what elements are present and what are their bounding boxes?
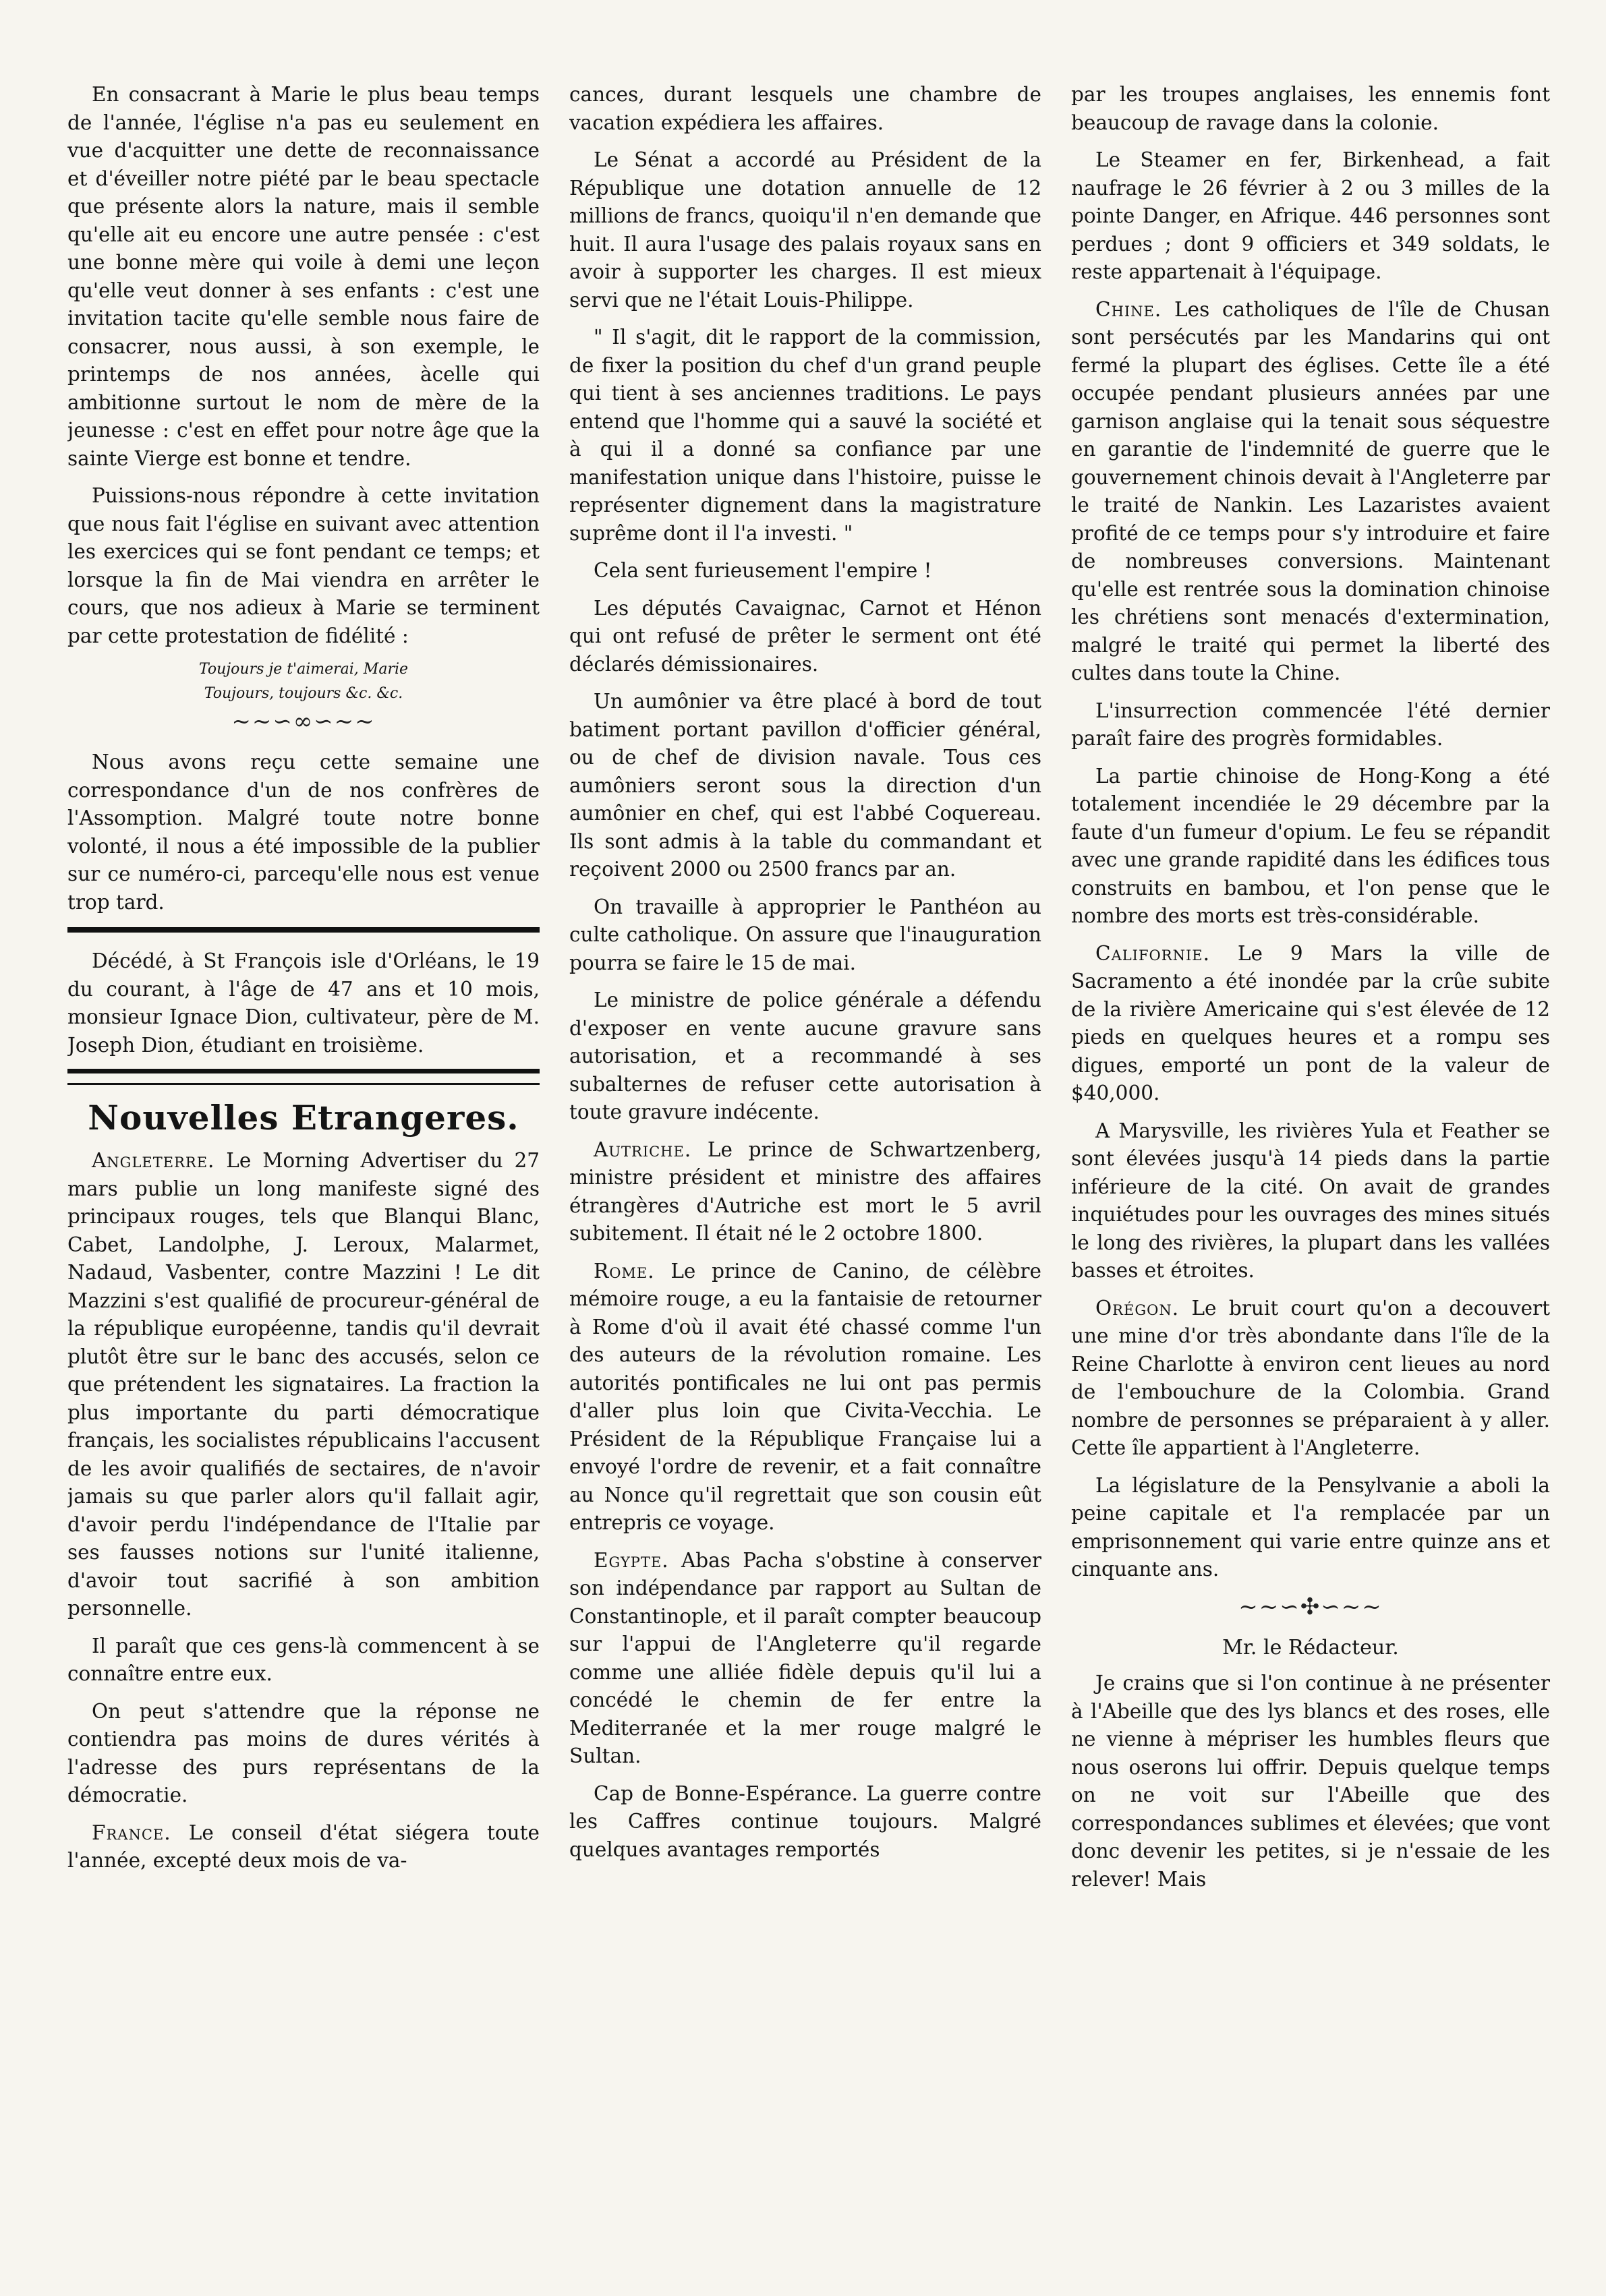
paragraph: Cela sent furieusement l'empire ! xyxy=(594,559,932,582)
paragraph: En consacrant à Marie le plus beau temps de l'année, l'église n'a pas eu seulement en vue d'acquitter une dette de reconnaissance et d'éveiller notre piété par le beau spectacle que présente alors la nature, mais il semble qu'elle ait eu encore une autre pensée : c'est une bonne mère qui voile à demi une leçon qu'elle veut donner à ses enfants : c'est une invitation tacite qu'elle semble nous faire de consacrer, nous aussi, à son exemple, le printemps de nos années, àcelle qui ambitionne surtout le nom de mère de la jeunesse : c'est en effet pour notre âge que la sainte Vierge est bonne et tendre. xyxy=(67,83,540,470)
paragraph-text: Le prince de Schwartzenberg, ministre président et ministre des affaires étrangères d'Autriche est mort le 5 avril subitement. Il était né le 2 octobre 1800. xyxy=(569,1138,1041,1245)
paragraph: Le Sénat a accordé au Président de la République une dotation annuelle de 12 millions de francs, quoiqu'il n'en demande que huit. Il aura l'usage des palais royaux sans en avoir à supporter les charges. Il est mieux servi que ne l'était Louis-Philippe. xyxy=(569,148,1041,312)
paragraph-text: Le 9 Mars la ville de Sacramento a été inondée par la crûe subite de la rivière Americaine qui s'est élevée de 12 pieds en quelques heures et a rompu ses digues, emporté un pont de la valeur de $40,000. xyxy=(1071,941,1550,1105)
paragraph: On travaille à approprier le Panthéon au culte catholique. On assure que l'inauguration pourra se faire le 15 de mai. xyxy=(569,895,1041,974)
paragraph: La législature de la Pensylvanie a aboli la peine capitale et l'a remplacée par un emprisonnement qui varie entre quinze ans et cinquante ans. xyxy=(1071,1473,1550,1581)
paragraph: Le ministre de police générale a défendu d'exposer en vente aucune gravure sans autorisation, et a recommandé à ses subalternes de refuser cette autorisation à toute gravure indécente. xyxy=(569,989,1041,1123)
paragraph-text: Le Morning Advertiser du 27 mars publie un long manifeste signé des principaux rouges, tels que Blanqui Blanc, Cabet, Landolphe, J. Leroux, Malarmet, Nadaud, Vasbenter, contre Mazzini ! Le dit Mazzini s'est qualifié de procureur-général de la république européenne, tandis qu'il devrait plutôt être sur le banc des accusés, selon ce que prétendent les signataires. La fraction la plus importante du parti démocratique français, les socialistes républicains l'accusent de les avoir qualifiés de sectaires, de n'avoir jamais su que parler alors qu'il fallait agir, d'avoir perdu l'indépendance de l'Italie par ses fausses notions sur l'unité italienne, d'avoir tout sacrifié à son ambition personnelle. xyxy=(67,1149,540,1620)
column-3 xyxy=(1071,81,1550,2266)
country-label: Autriche. xyxy=(594,1138,692,1161)
paragraph xyxy=(569,1547,1041,1771)
paragraph: Il paraît que ces gens-là commencent à se connaître entre eux. xyxy=(67,1634,540,1685)
country-label: Orégon. xyxy=(1095,1296,1180,1320)
paragraph: Décédé, à St François isle d'Orléans, le 19 du courant, à l'âge de 47 ans et 10 mois, monsieur Ignace Dion, cultivateur, père de M. Joseph Dion, étudiant en troisième. xyxy=(67,949,540,1057)
paragraph: cances, durant lesquels une chambre de vacation expédiera les affaires. xyxy=(569,83,1041,134)
country-label: Chine. xyxy=(1095,297,1162,321)
paragraph: On peut s'attendre que la réponse ne contiendra pas moins de dures vérités à l'adresse des purs représentans de la démocratie. xyxy=(67,1699,540,1806)
paragraph: Cap de Bonne-Espérance. La guerre contre les Caffres continue toujours. Malgré quelques avantages remportés xyxy=(569,1782,1041,1861)
column-1 xyxy=(67,81,540,2266)
letter-salutation: Mr. le Rédacteur. xyxy=(1222,1635,1399,1659)
ornament-divider: ~~∽✣∽~~ xyxy=(1238,1593,1383,1620)
paragraph xyxy=(1071,296,1550,688)
verse-line: Toujours, toujours &c. &c. xyxy=(204,685,403,702)
paragraph: Je crains que si l'on continue à ne présenter à l'Abeille que des lys blancs et des roses, elle ne vienne à mépriser les humbles fleurs que nous oserons lui offrir. Depuis quelque temps on ne voit sur l'Abeille que des correspondances sublimes et élevées; que vont donc devenir les petites, si je n'essaie de les relever! Mais xyxy=(1071,1672,1550,1891)
paragraph xyxy=(1071,940,1550,1108)
country-label: France. xyxy=(92,1821,171,1844)
paragraph: L'insurrection commencée l'été dernier paraît faire des progrès formidables. xyxy=(1071,699,1550,750)
paragraph xyxy=(67,1147,540,1623)
country-label: Angleterre. xyxy=(92,1149,215,1172)
paragraph xyxy=(67,1819,540,1875)
paragraph: Le Steamer en fer, Birkenhead, a fait naufrage le 26 février à 2 ou 3 milles de la pointe Danger, en Afrique. 446 personnes sont perdues ; dont 9 officiers et 349 soldats, le reste appartenait à l'équipage. xyxy=(1071,148,1550,283)
paragraph-text: Le conseil d'état siégera toute l'année, excepté deux mois de va- xyxy=(67,1821,540,1872)
paragraph xyxy=(569,1258,1041,1537)
paragraph: La partie chinoise de Hong-Kong a été totalement incendiée le 29 décembre par la faute d'un fumeur d'opium. Le feu se répandit avec une grande rapidité dans les édifices tous construits en bambou, et l'on pense que le nombre des morts est très-considérable. xyxy=(1071,764,1550,927)
paragraph-text: Abas Pacha s'obstine à conserver son indépendance par rapport au Sultan de Constantinople, et il paraît compter beaucoup sur l'appui de l'Angleterre qu'il regarde comme une alliée fidèle depuis qu'il lui a concédé le chemin de fer entre la Mediterranée et la mer rouge malgré le Sultan. xyxy=(569,1548,1041,1767)
paragraph-text: Le prince de Canino, de célèbre mémoire rouge, a eu la fantaisie de retourner à Rome d'où il avait été chassé comme l'un des auteurs de la révolution romaine. Les autorités pontificales ne lui ont pas permis d'aller plus loin que Civita-Vecchia. Le Président de la République Française lui a envoyé l'ordre de revenir, et a fait connaître au Nonce qu'il regrettait que son cousin eût entrepris ce voyage. xyxy=(569,1259,1041,1534)
country-label: Californie. xyxy=(1095,941,1210,965)
paragraph: Puissions-nous répondre à cette invitation que nous fait l'église en suivant avec attention les exercices qui se font pendant ce temps; et lorsque la fin de Mai viendra en arrêter le cours, que nos adieux à Marie se terminent par cette protestation de fidélité : xyxy=(67,484,540,647)
columns xyxy=(67,81,1550,2266)
paragraph: Nous avons reçu cette semaine une correspondance d'un de nos confrères de l'Assomption. Malgré toute notre bonne volonté, il nous a été impossible de la publier sur ce numéro-ci, parcequ'elle nous est venue trop tard. xyxy=(67,750,540,914)
section-heading: Nouvelles Etrangeres. xyxy=(88,1098,519,1138)
divider-rule xyxy=(67,927,540,933)
paragraph xyxy=(569,1136,1041,1248)
verse-line: Toujours je t'aimerai, Marie xyxy=(198,661,409,678)
country-label: Rome. xyxy=(594,1259,655,1283)
paragraph: A Marysville, les rivières Yula et Feather se sont élevées jusqu'à 14 pieds dans la partie inférieure de la cité. On avait de grandes inquiétudes pour les ouvrages des mines situés le long des rivières, la plupart dans les vallées basses et étroites. xyxy=(1071,1119,1550,1282)
paragraph-text: Le bruit court qu'on a decouvert une mine d'or très abondante dans l'île de la Reine Charlotte à environ cent lieues au nord de l'embouchure de la Colombia. Grand nombre de personnes se préparaient à y aller. Cette île appartient à l'Angleterre. xyxy=(1071,1296,1550,1459)
divider-rule xyxy=(67,1069,540,1085)
paragraph: par les troupes anglaises, les ennemis font beaucoup de ravage dans la colonie. xyxy=(1071,83,1550,134)
paragraph-text: Les catholiques de l'île de Chusan sont persécutés par les Mandarins qui ont fermé la plupart des églises. Cette île a été occupée pendant plusieurs années par une garnison anglaise qui la tenait sous séquestre en garantie de l'indemnité de guerre que le gouvernement chinois devait à l'Angleterre par le traité de Nankin. Les Lazaristes avaient profité de ce temps pour s'y introduire et faire de nombreuses conversions. Maintenant qu'elle est rentrée sous la domination chinoise les chrétiens sont menacés d'extermination, malgré le traité qui permet la liberté des cultes dans toute la Chine. xyxy=(1071,297,1550,684)
column-2 xyxy=(569,81,1041,2266)
ornament-divider: ~~∽∞∽~~ xyxy=(231,708,376,735)
paragraph: " Il s'agit, dit le rapport de la commission, de fixer la position du chef d'un grand peuple qui tient à ses anciennes traditions. Le pays entend que l'homme qui a sauvé la société et à qui il a donné sa confiance par une manifestation unique dans l'histoire, puisse le représenter dignement dans la magistrature suprême dont il l'a investi. " xyxy=(569,326,1041,545)
paragraph: Les députés Cavaignac, Carnot et Hénon qui ont refusé de prêter le serment ont été déclarés démissionaires. xyxy=(569,596,1041,676)
country-label: Egypte. xyxy=(594,1548,669,1572)
paragraph: Un aumônier va être placé à bord de tout batiment portant pavillon d'officier général, ou de chef de division navale. Tous ces aumôniers seront sous la direction d'un aumônier en chef, qui est l'abbé Coquereau. Ils sont admis à la table du commandant et reçoivent 2000 ou 2500 francs par an. xyxy=(569,690,1041,881)
paragraph xyxy=(1071,1295,1550,1463)
